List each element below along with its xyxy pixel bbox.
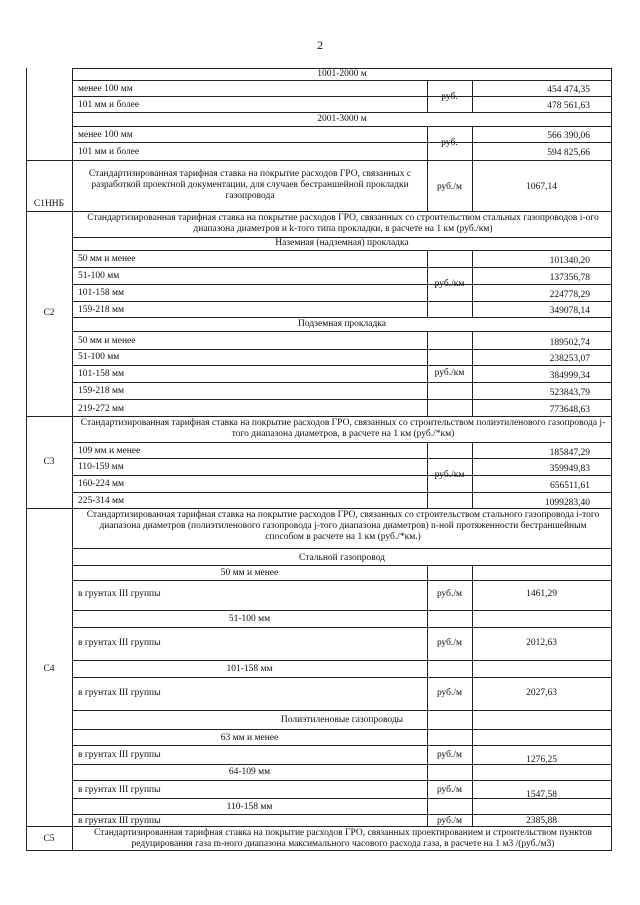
- section-header-steel: Стальной газопровод: [298, 553, 386, 563]
- section-header-above-ground: Наземная (надземная) прокладка: [275, 238, 409, 248]
- row-label: 160-224 мм: [78, 479, 125, 489]
- row-value: 1461,29: [526, 589, 557, 599]
- page-number: 2: [317, 38, 323, 52]
- unit-label: руб./км: [434, 368, 465, 378]
- row-value: 2385,88: [526, 816, 557, 826]
- row-label: в грунтах III группы: [78, 638, 161, 648]
- subsection-header: 51-100 мм: [228, 614, 271, 624]
- row-value: 224778,29: [549, 290, 590, 300]
- row-value: 359949,83: [549, 464, 590, 474]
- table-border-right: [611, 68, 612, 850]
- row-label: в грунтах III группы: [78, 688, 161, 698]
- row-value: 2027,63: [526, 688, 557, 698]
- row-value: 1099283,40: [544, 498, 590, 508]
- unit-label: руб./м: [436, 750, 463, 760]
- row-label: 225-314 мм: [78, 496, 125, 506]
- rate-code-c1nnb: С1ННБ: [33, 199, 65, 209]
- unit-label: руб./км: [434, 279, 465, 289]
- rate-code-c2: С2: [43, 308, 55, 318]
- row-label: 101 мм и более: [78, 100, 140, 110]
- subsection-header: 110-158 мм: [226, 802, 273, 812]
- rate-description: Стандартизированная тарифная ставка на покрытие расходов ГРО, связанных с разработкой проектной документации, для случаев бестраншейной прокладки газопровода: [88, 169, 412, 201]
- row-value: 566 390,06: [547, 131, 590, 141]
- unit-label: руб./м: [436, 638, 463, 648]
- row-label: 51-100 мм: [78, 271, 120, 281]
- subsection-header: 50 мм и менее: [220, 568, 279, 578]
- row-value: 1276,25: [526, 755, 557, 765]
- subsection-header: 101-158 мм: [226, 664, 273, 674]
- row-label: менее 100 мм: [78, 130, 133, 140]
- row-value: 773648,63: [549, 405, 590, 415]
- row-value: 101340,20: [549, 256, 590, 266]
- row-value: 454 474,35: [547, 85, 590, 95]
- row-value: 656511,61: [549, 481, 590, 491]
- row-label: в грунтах III группы: [78, 589, 161, 599]
- row-value: 478 561,63: [547, 101, 590, 111]
- rate-description: Стандартизированная тарифная ставка на покрытие расходов ГРО, связанных со строительством полиэтиленового газопровода j-того диапазона диаметров, в расчете на 1 км (руб./*км): [80, 418, 606, 439]
- row-label: 101 мм и более: [78, 147, 140, 157]
- unit-label: руб./м: [436, 816, 463, 826]
- row-label: 219-272 мм: [78, 404, 125, 414]
- rate-code-c4: С4: [43, 664, 55, 674]
- row-label: 50 мм и менее: [78, 254, 136, 264]
- unit-label: руб./м: [436, 688, 463, 698]
- section-header-polyethylene: Полиэтиленовые газопроводы: [280, 715, 404, 725]
- row-value: 1067,14: [526, 182, 557, 192]
- rate-description: Стандартизированная тарифная ставка на покрытие расходов ГРО, связанных со строительством стальных газопроводов i-ого диапазона диаметров и k-того типа прокладки, в расчете на 1 км (руб./км): [87, 213, 599, 234]
- row-label: 101-158 мм: [78, 288, 125, 298]
- section-header-underground: Подземная прокладка: [298, 319, 386, 329]
- unit-label: руб./м: [436, 589, 463, 599]
- unit-label: руб.: [441, 92, 458, 102]
- rate-description: Стандартизированная тарифная ставка на покрытие расходов ГРО, связанных со строительством стального газопровода i-того диапазона диаметров (полиэтиленового газопровода j-того диапазона диаметров) n-ной протяженности бестраншейным способом в расчете на 1 км (руб./*км.): [86, 510, 600, 542]
- rate-code-c3: С3: [43, 457, 55, 467]
- row-label: 110-159 мм: [78, 462, 124, 472]
- unit-label: руб./м: [436, 785, 463, 795]
- row-label: 159-218 мм: [78, 305, 125, 315]
- row-value: 189502,74: [549, 338, 590, 348]
- row-value: 137356,78: [549, 273, 590, 283]
- subsection-header: 64-109 мм: [228, 767, 271, 777]
- row-value: 238253,07: [549, 354, 590, 364]
- unit-label: руб./м: [436, 182, 463, 192]
- range-header-1001-2000: 1001-2000 м: [317, 69, 367, 79]
- range-header-2001-3000: 2001-3000 м: [317, 114, 367, 124]
- row-value: 185847,29: [549, 448, 590, 458]
- row-value: 384999,34: [549, 371, 590, 381]
- row-label: в грунтах III группы: [78, 785, 161, 795]
- row-value: 1547,58: [526, 790, 557, 800]
- rate-code-c5: С5: [43, 834, 55, 844]
- row-value: 349078,14: [549, 306, 590, 316]
- unit-label: руб.: [441, 138, 458, 148]
- row-label: 109 мм и менее: [78, 446, 141, 456]
- row-label: в грунтах III группы: [78, 750, 161, 760]
- row-label: 51-100 мм: [78, 352, 120, 362]
- row-label: в грунтах III группы: [78, 816, 161, 826]
- row-value: 523843,79: [549, 388, 590, 398]
- row-value: 594 825,66: [547, 148, 590, 158]
- row-value: 2012,63: [526, 638, 557, 648]
- subsection-header: 63 мм и менее: [220, 733, 279, 743]
- row-label: менее 100 мм: [78, 84, 133, 94]
- row-label: 50 мм и менее: [78, 336, 136, 346]
- unit-label: руб./км: [434, 470, 465, 480]
- rate-description: Стандартизированная тарифная ставка на покрытие расходов ГРО, связанных проектированием и строительством пунктов редуцирования газа m-ного диапазона максимального часового расхода газа, в расчете на 1 м3 /(руб./м3): [94, 828, 592, 849]
- row-label: 101-158 мм: [78, 369, 125, 379]
- row-label: 159-218 мм: [78, 386, 125, 396]
